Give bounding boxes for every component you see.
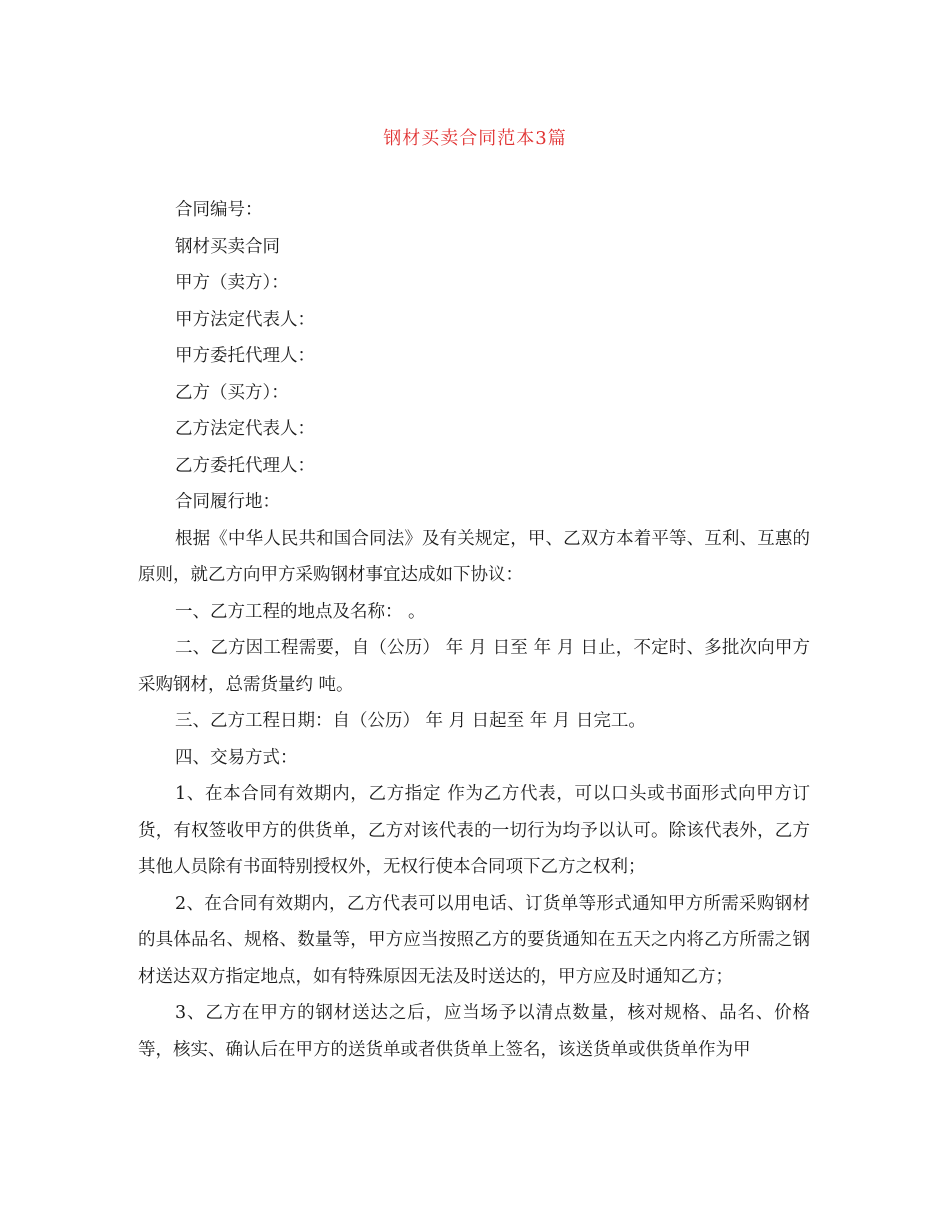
paragraph-clause-4-1: 1、在本合同有效期内，乙方指定 作为乙方代表，可以口头或书面形式向甲方订货，有权签收甲方的供货单，乙方对该代表的一切行为均予以认可。除该代表外，乙方其他人员除有书面特别授权外，无权行使本合同项下乙方之权利；: [138, 784, 810, 877]
field-contract-number: 合同编号：: [175, 200, 263, 220]
field-party-a-legal-rep: 甲方法定代表人：: [175, 309, 315, 330]
paragraph-clause-2: 二、乙方因工程需要，自（公历） 年 月 日至 年 月 日止，不定时、多批次向甲方采购钢材，总需货量约 吨。: [138, 638, 810, 695]
document-body: [138, 192, 810, 1068]
field-party-b: 乙方（买方）：: [175, 382, 289, 403]
field-performance-place: 合同履行地：: [175, 492, 280, 512]
field-party-b-agent: 乙方委托代理人：: [175, 455, 315, 476]
paragraph-clause-4-3: 3、乙方在甲方的钢材送达之后，应当场予以清点数量，核对规格、品名、价格等，核实、确认后在甲方的送货单或者供货单上签名，该送货单或供货单作为甲: [138, 1003, 810, 1060]
field-party-a-agent: 甲方委托代理人：: [175, 346, 315, 366]
paragraph-clause-3: 三、乙方工程日期：自（公历） 年 月 日起至 年 月 日完工。: [175, 711, 646, 731]
field-party-b-legal-rep: 乙方法定代表人：: [175, 419, 315, 439]
field-party-a: 甲方（卖方）：: [175, 273, 289, 293]
paragraph-clause-1: 一、乙方工程的地点及名称： 。: [175, 601, 426, 622]
field-contract-name: 钢材买卖合同: [175, 236, 280, 257]
document-title: 钢材买卖合同范本3篇: [383, 128, 567, 149]
paragraph-clause-4-2: 2、在合同有效期内，乙方代表可以用电话、订货单等形式通知甲方所需采购钢材的具体品名、规格、数量等，甲方应当按照乙方的要货通知在五天之内将乙方所需之钢材送达双方指定地点，如有特殊原因无法及时送达的，甲方应及时通知乙方；: [138, 893, 810, 987]
paragraph-clause-4: 四、交易方式：: [175, 747, 298, 768]
paragraph-preamble: 根据《中华人民共和国合同法》及有关规定，甲、乙双方本着平等、互利、互惠的原则，就乙方向甲方采购钢材事宜达成如下协议：: [138, 528, 810, 585]
